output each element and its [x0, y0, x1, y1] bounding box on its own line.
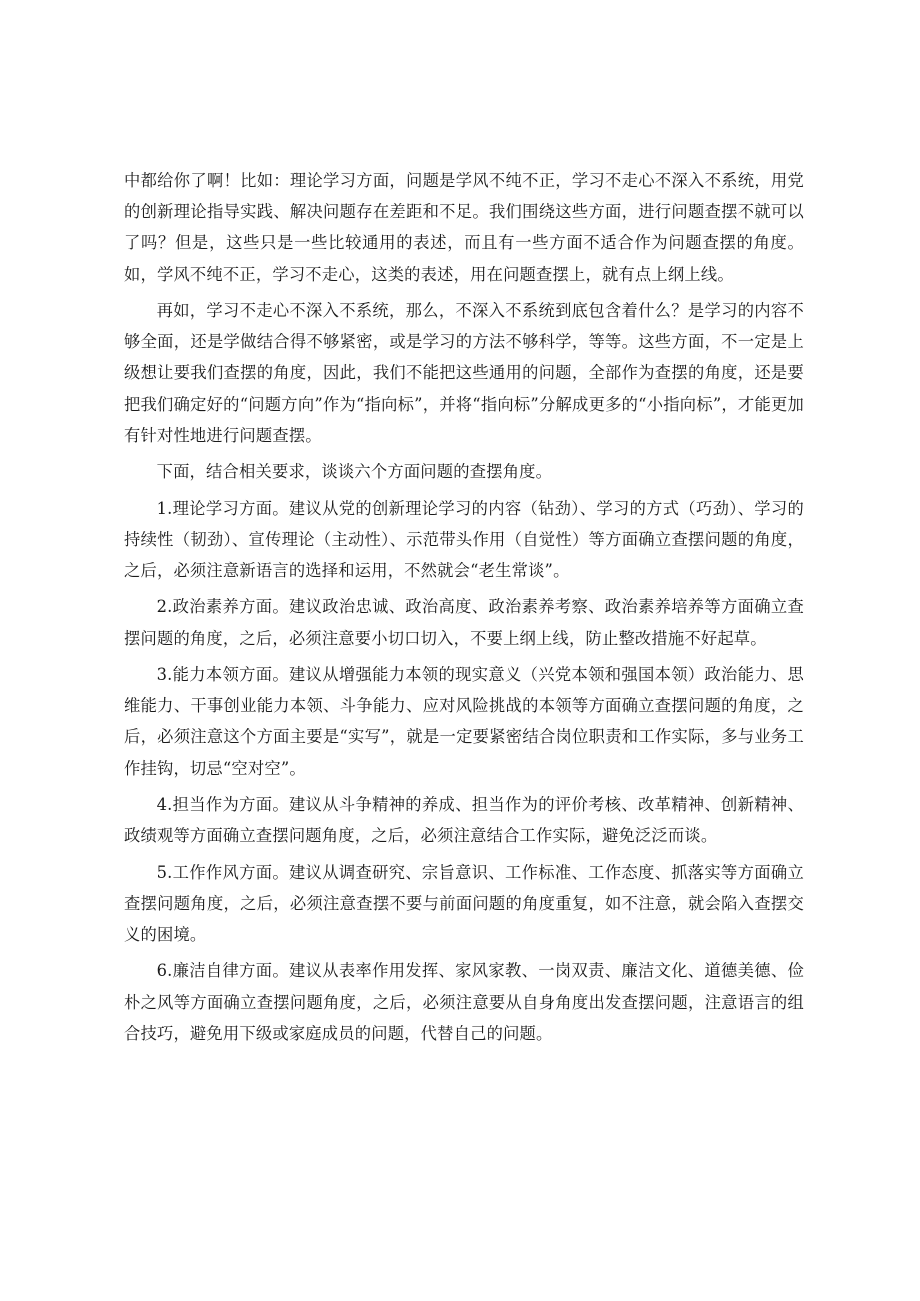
paragraph-lead-in: 下面，结合相关要求，谈谈六个方面问题的查摆角度。	[156, 462, 553, 482]
list-item-theory-study: 1.理论学习方面。建议从党的创新理论学习的内容（钻劲）、学习的方式（巧劲）、学习的持续性（韧劲）、宣传理论（主动性）、示范带头作用（自觉性）等方面确立查摆问题的角度，之后，必须注意新语言的选择和运用，不然就会“老生常谈”。	[124, 498, 804, 580]
list-item-political-literacy: 2.政治素养方面。建议政治忠诚、政治高度、政治素养考察、政治素养培养等方面确立查摆问题的角度，之后，必须注意要小切口切入，不要上纲上线，防止整改措施不好起草。	[124, 597, 804, 648]
list-item-work-style: 5.工作作风方面。建议从调查研究、宗旨意识、工作标准、工作态度、抓落实等方面确立查摆问题角度，之后，必须注意查摆不要与前面问题的角度重复，如不注意，就会陷入查摆交义的困境。	[124, 862, 804, 944]
list-item-ability: 3.能力本领方面。建议从增强能力本领的现实意义（兴党本领和强国本领）政治能力、思维能力、干事创业能力本领、斗争能力、应对风险挑战的本领等方面确立查摆问题的角度，之后，必须注意这个方面主要是“实写”，就是一定要紧密结合岗位职责和工作实际，多与业务工作挂钩，切忌“空对空”。	[124, 664, 804, 778]
paragraph-example: 再如，学习不走心不深入不系统，那么，不深入不系统到底包含着什么？是学习的内容不够全面，还是学做结合得不够紧密，或是学习的方法不够科学，等等。这些方面，不一定是上级想让要我们查摆的角度，因此，我们不能把这些通用的问题，全部作为查摆的角度，还是要把我们确定好的“问题方向”作为“指向标”，并将“指向标”分解成更多的“小指向标”，才能更加有针对性地进行问题查摆。	[124, 301, 804, 445]
document-body	[124, 165, 804, 1054]
list-item-integrity: 6.廉洁自律方面。建议从表率作用发挥、家风家教、一岗双责、廉洁文化、道德美德、俭朴之风等方面确立查摆问题角度，之后，必须注意要从自身角度出发查摆问题，注意语言的组合技巧，避免用下级或家庭成员的问题，代替自己的问题。	[124, 961, 804, 1043]
paragraph-continued-intro: 中都给你了啊！比如：理论学习方面，问题是学风不纯不正，学习不走心不深入不系统，用党的创新理论指导实践、解决问题存在差距和不足。我们围绕这些方面，进行问题查摆不就可以了吗？但是，这些只是一些比较通用的表述，而且有一些方面不适合作为问题查摆的角度。如，学风不纯不正，学习不走心，这类的表述，用在问题查摆上，就有点上纲上线。	[124, 171, 804, 284]
list-item-responsibility: 4.担当作为方面。建议从斗争精神的养成、担当作为的评价考核、改革精神、创新精神、政绩观等方面确立查摆问题角度，之后，必须注意结合工作实际，避免泛泛而谈。	[124, 794, 804, 846]
